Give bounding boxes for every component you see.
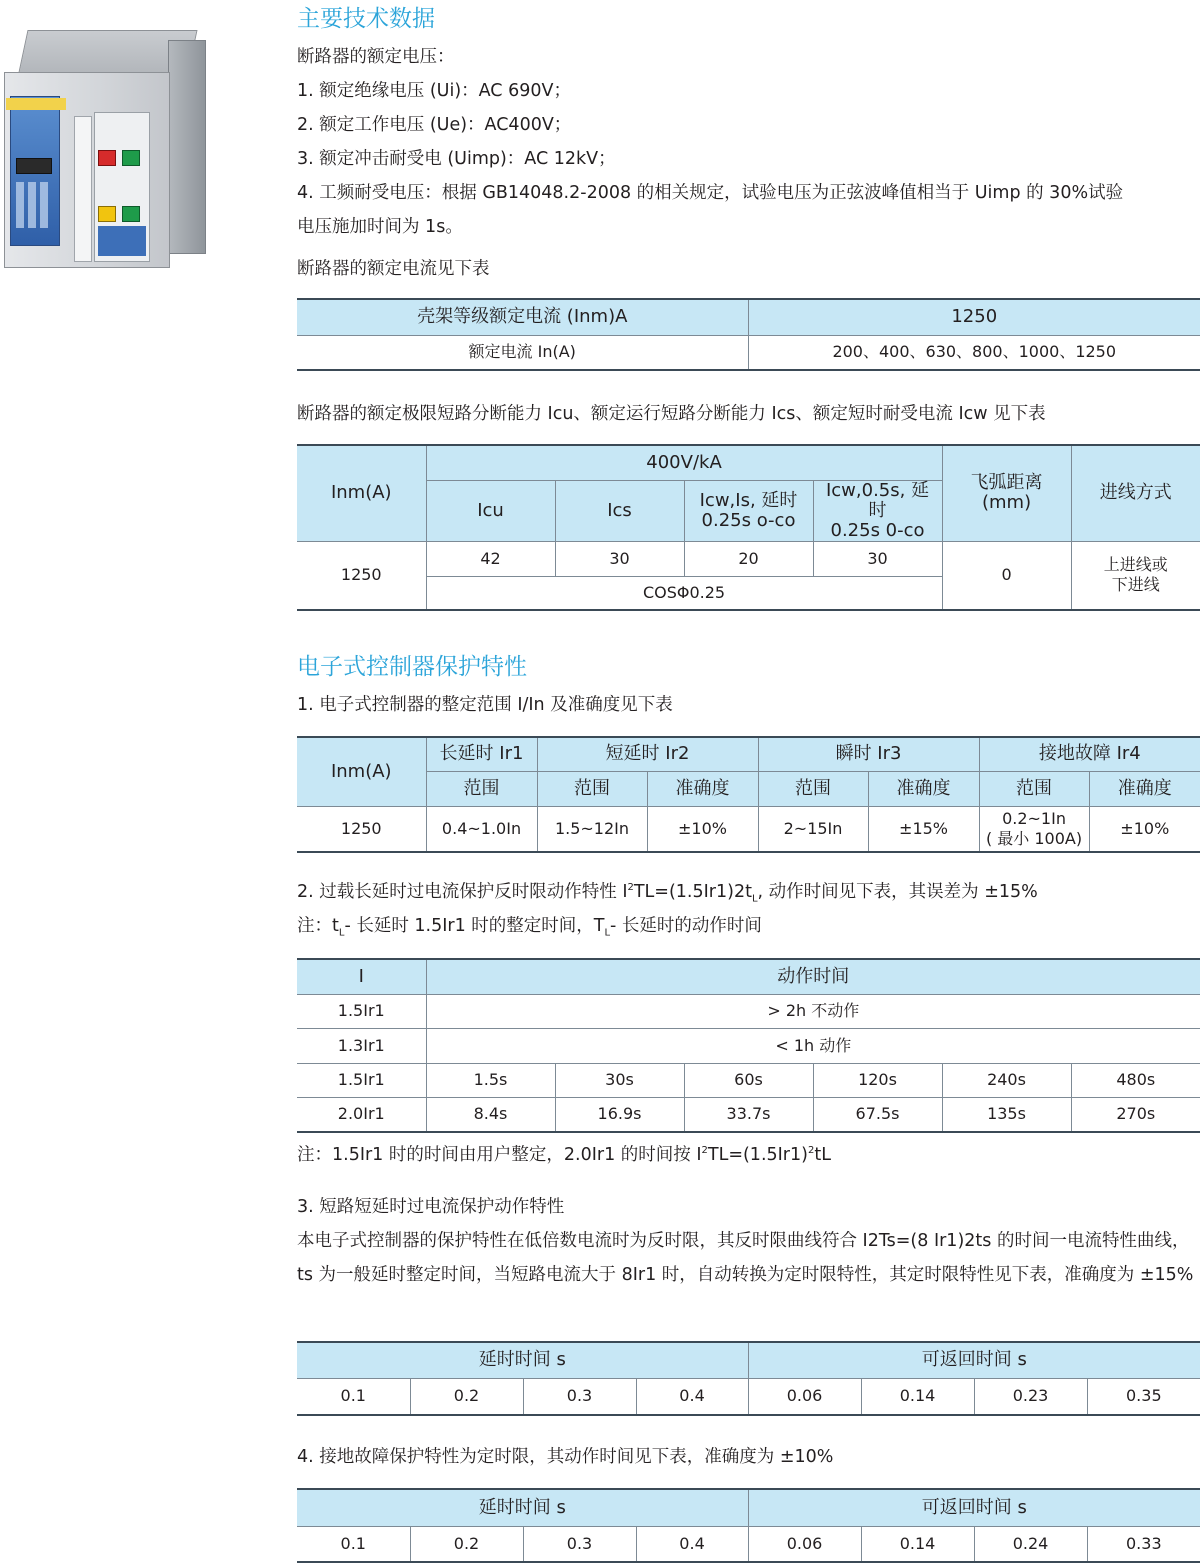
table-row — [297, 1063, 1200, 1097]
icu-value: 42 — [426, 541, 555, 576]
action-time: 60s — [684, 1063, 813, 1097]
overload-heading-sup: 2 — [627, 882, 634, 894]
icw2-value: 30 — [813, 541, 942, 576]
arc-distance-header — [942, 445, 1071, 541]
arc-distance-label: 飞弧距离 — [970, 472, 1043, 494]
action-time: 120s — [813, 1063, 942, 1097]
operating-handle — [74, 116, 92, 262]
time-setting-note-a: 注：1.5Ir1 时的时间由用户整定，2.0Ir1 的时间按 I — [297, 1145, 702, 1165]
indicator-green — [122, 206, 140, 222]
icu-header: Icu — [426, 480, 555, 541]
overload-heading — [297, 875, 1038, 909]
action-time: 135s — [942, 1097, 1071, 1132]
icw2-header-line1: Icw,0.5s, 延时 — [825, 479, 930, 521]
overload-heading-sub: L — [751, 893, 758, 905]
return-time: 0.35 — [1087, 1378, 1200, 1415]
ics-header: Ics — [555, 480, 684, 541]
ir4-range-line1: 0.2~1In — [1002, 808, 1066, 828]
short-circuit-body: 本电子式控制器的保护特性在低倍数电流时为反时限，其反时限曲线符合 I2Ts=(8 Ir1)2ts 的时间一电流特性曲线，ts 为一般延时整定时间，当短路电流大于 8Ir1 时，自动转换为定时限特性，其定时限特性见下表，准确度为 ±15% — [297, 1231, 1194, 1285]
delay-time: 0.3 — [523, 1526, 636, 1562]
table-header-row — [297, 771, 1200, 806]
arc-distance-unit: (mm) — [981, 492, 1032, 514]
power-factor-value: COSΦ0.25 — [426, 576, 942, 610]
overload-note-sub2: L — [604, 927, 611, 939]
arc-distance-value: 0 — [942, 541, 1071, 610]
product-image — [0, 26, 210, 268]
wiring-method-header: 进线方式 — [1071, 445, 1200, 541]
overload-heading-c: , 动作时间见下表，其误差为 ±15% — [757, 882, 1038, 902]
accuracy-header: 准确度 — [1089, 771, 1200, 806]
current-multiple-header: I — [297, 959, 426, 994]
time-setting-note — [297, 1138, 831, 1172]
return-time-header: 可返回时间 s — [748, 1342, 1200, 1378]
ir3-accuracy: ±15% — [868, 806, 979, 852]
wiring-method-value — [1071, 541, 1200, 610]
voltage-item-4-line2: 电压施加时间为 1s。 — [297, 217, 463, 237]
action-time: 1.5s — [426, 1063, 555, 1097]
return-time: 0.14 — [861, 1526, 974, 1562]
return-time: 0.14 — [861, 1378, 974, 1415]
return-time-header: 可返回时间 s — [748, 1489, 1200, 1526]
current-multiple: 1.3Ir1 — [297, 1028, 426, 1063]
return-time: 0.06 — [748, 1526, 861, 1562]
range-header: 范围 — [426, 771, 537, 806]
voltage-item-1: 1. 额定绝缘电压 (Ui)：AC 690V； — [297, 81, 571, 101]
ground-fault-heading: 4. 接地故障保护特性为定时限，其动作时间见下表，准确度为 ±10% — [297, 1447, 834, 1467]
breaking-capacity-table — [297, 444, 1200, 611]
rated-current-values: 200、400、630、800、1000、1250 — [748, 335, 1200, 370]
inm-header: Inm(A) — [297, 737, 426, 806]
table-row — [297, 806, 1200, 852]
ir4-range — [979, 806, 1089, 852]
action-time: 33.7s — [684, 1097, 813, 1132]
return-time: 0.23 — [974, 1378, 1087, 1415]
action-time: 67.5s — [813, 1097, 942, 1132]
setting-range-table — [297, 736, 1200, 853]
breaking-capacity-heading: 断路器的额定极限短路分断能力 Icu、额定运行短路分断能力 Ics、额定短时耐受电流 Icw 见下表 — [297, 404, 1046, 424]
frame-current-value: 1250 — [748, 299, 1200, 335]
delay-time-header: 延时时间 s — [297, 1342, 748, 1378]
table-header-row — [297, 737, 1200, 771]
instantaneous-header: 瞬时 Ir3 — [758, 737, 979, 771]
inm-header: Inm(A) — [297, 445, 426, 541]
table-row — [297, 335, 1200, 370]
table-row — [297, 1378, 1200, 1415]
time-setting-note-sup2: 2 — [807, 1145, 815, 1157]
action-time-span: > 2h 不动作 — [426, 994, 1200, 1028]
delay-time-header: 延时时间 s — [297, 1489, 748, 1526]
range-header: 范围 — [758, 771, 868, 806]
overload-note-b: - 长延时 1.5Ir1 时的整定时间，T — [344, 916, 605, 936]
delay-time: 0.1 — [297, 1378, 410, 1415]
short-circuit-heading: 3. 短路短延时过电流保护动作特性 — [297, 1197, 565, 1217]
accuracy-header: 准确度 — [868, 771, 979, 806]
table-header-row — [297, 299, 1200, 335]
breaker-side-frame — [168, 40, 206, 254]
inm-value: 1250 — [297, 806, 426, 852]
range-header: 范围 — [979, 771, 1089, 806]
long-delay-header: 长延时 Ir1 — [426, 737, 537, 771]
ir1-range: 0.4~1.0In — [426, 806, 537, 852]
ground-fault-time-table — [297, 1488, 1200, 1563]
delay-time: 0.2 — [410, 1378, 523, 1415]
delay-time: 0.4 — [636, 1526, 748, 1562]
warning-label — [6, 98, 66, 110]
table-row — [297, 1526, 1200, 1562]
setting-range-heading: 1. 电子式控制器的整定范围 I/In 及准确度见下表 — [297, 695, 673, 715]
delay-time: 0.3 — [523, 1378, 636, 1415]
accuracy-header: 准确度 — [647, 771, 758, 806]
on-button-green — [122, 150, 140, 166]
table-header-row — [297, 1489, 1200, 1526]
inm-value: 1250 — [297, 541, 426, 610]
action-time-span: < 1h 动作 — [426, 1028, 1200, 1063]
icw1-header-line1: Icw,Is, 延时 — [699, 489, 798, 511]
table-row — [297, 541, 1200, 576]
icw1-header — [684, 480, 813, 541]
action-time-header: 动作时间 — [426, 959, 1200, 994]
overload-note-c: - 长延时的动作时间 — [610, 916, 762, 936]
voltage-item-3: 3. 额定冲击耐受电 (Uimp)：AC 12kV； — [297, 149, 616, 169]
delay-time: 0.1 — [297, 1526, 410, 1562]
voltage-heading: 断路器的额定电压： — [297, 47, 455, 67]
time-setting-note-sup1: 2 — [701, 1145, 708, 1157]
icw1-header-line2: 0.25s o-co — [701, 509, 796, 531]
table-row — [297, 1097, 1200, 1132]
action-time: 270s — [1071, 1097, 1200, 1132]
time-setting-note-c: tL — [814, 1145, 831, 1165]
return-time: 0.24 — [974, 1526, 1087, 1562]
return-time: 0.06 — [748, 1378, 861, 1415]
section-title-tech-data: 主要技术数据 — [297, 6, 435, 32]
controller-keypad — [16, 182, 52, 228]
table-header-row — [297, 959, 1200, 994]
icw2-header-line2: 0.25s 0-co — [830, 519, 925, 541]
short-delay-header: 短延时 Ir2 — [537, 737, 758, 771]
wiring-method-line1: 上进线或 — [1103, 555, 1168, 575]
icw2-header — [813, 480, 942, 541]
short-delay-time-table — [297, 1341, 1200, 1416]
indicator-yellow — [98, 206, 116, 222]
action-time: 30s — [555, 1063, 684, 1097]
ir2-range: 1.5~12In — [537, 806, 647, 852]
overload-note-sub1: L — [338, 927, 345, 939]
current-multiple: 1.5Ir1 — [297, 994, 426, 1028]
voltage-item-2: 2. 额定工作电压 (Ue)：AC400V； — [297, 115, 572, 135]
off-button-red — [98, 150, 116, 166]
voltage-kA-header: 400V/kA — [426, 445, 942, 480]
ir3-range: 2~15In — [758, 806, 868, 852]
ir2-accuracy: ±10% — [647, 806, 758, 852]
voltage-item-4-line1: 4. 工频耐受电压：根据 GB14048.2-2008 的相关规定，试验电压为正弦波峰值相当于 Uimp 的 30%试验 — [297, 183, 1124, 203]
action-time: 16.9s — [555, 1097, 684, 1132]
controller-display — [16, 158, 52, 174]
delay-time: 0.2 — [410, 1526, 523, 1562]
ics-value: 30 — [555, 541, 684, 576]
frame-current-header: 壳架等级额定电流 (Inm)A — [297, 299, 748, 335]
wiring-method-line2: 下进线 — [1111, 575, 1160, 595]
ground-fault-header: 接地故障 Ir4 — [979, 737, 1200, 771]
rated-current-table — [297, 298, 1200, 371]
ir4-range-line2: ( 最小 100A) — [985, 828, 1083, 848]
rated-current-label: 额定电流 In(A) — [297, 335, 748, 370]
time-setting-note-b: TL=(1.5Ir1) — [707, 1145, 808, 1165]
range-header: 范围 — [537, 771, 647, 806]
current-multiple: 2.0Ir1 — [297, 1097, 426, 1132]
action-time: 8.4s — [426, 1097, 555, 1132]
table-row — [297, 994, 1200, 1028]
section-title-controller: 电子式控制器保护特性 — [297, 654, 527, 680]
current-heading: 断路器的额定电流见下表 — [297, 259, 490, 279]
overload-note — [297, 909, 762, 943]
overload-note-a: 注：t — [297, 916, 339, 936]
return-time: 0.33 — [1087, 1526, 1200, 1562]
nameplate — [98, 226, 146, 256]
table-header-row — [297, 445, 1200, 480]
action-time-table — [297, 958, 1200, 1133]
current-multiple: 1.5Ir1 — [297, 1063, 426, 1097]
table-header-row — [297, 1342, 1200, 1378]
icw1-value: 20 — [684, 541, 813, 576]
ir4-accuracy: ±10% — [1089, 806, 1200, 852]
delay-time: 0.4 — [636, 1378, 748, 1415]
table-row — [297, 1028, 1200, 1063]
overload-heading-b: TL=(1.5Ir1)2t — [633, 882, 752, 902]
overload-heading-a: 2. 过载长延时过电流保护反时限动作特性 I — [297, 882, 628, 902]
action-time: 240s — [942, 1063, 1071, 1097]
action-time: 480s — [1071, 1063, 1200, 1097]
